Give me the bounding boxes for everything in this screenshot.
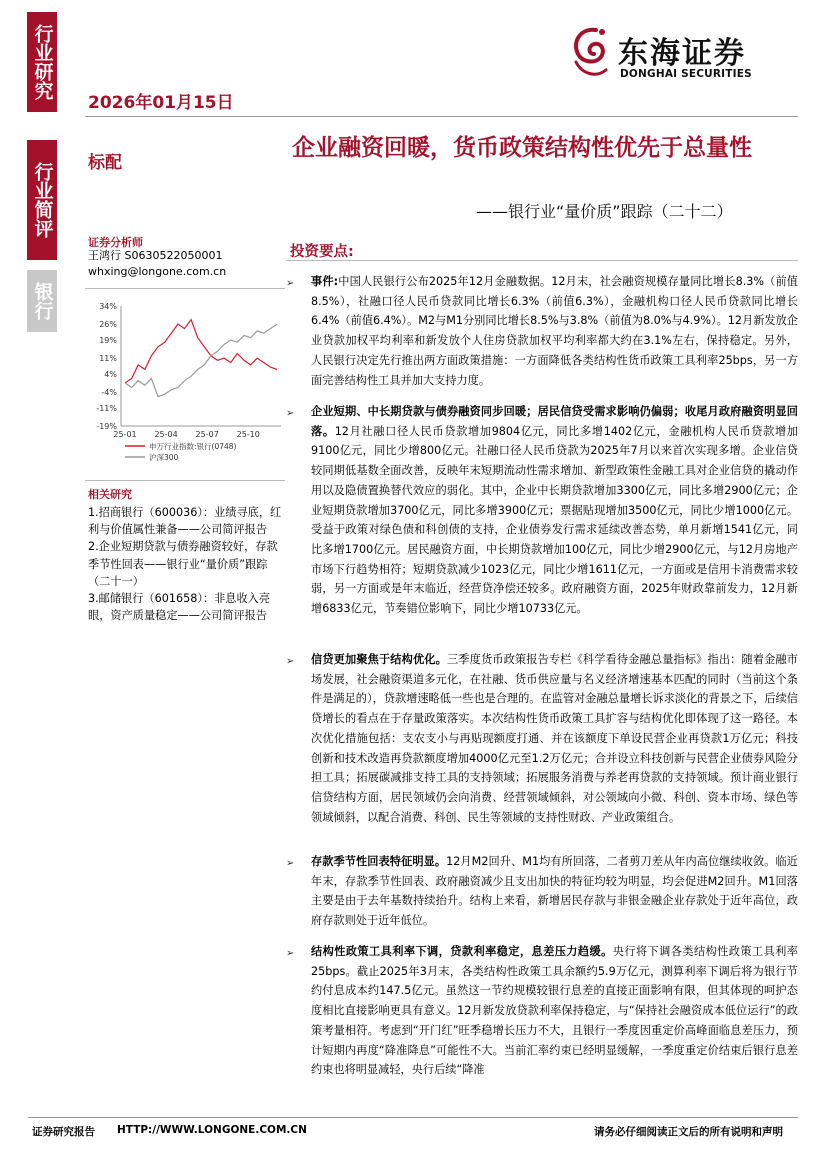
performance-chart-svg [85,296,285,476]
logo-cn-text: 东海证券 [618,36,746,71]
bullet-arrow-icon: ➢ [286,278,295,289]
tab-bank-label: 银行 [31,282,54,320]
analyst-divider [85,288,285,289]
point-lead: 事件: [311,275,339,288]
y-tick-label: -4% [101,388,117,398]
x-tick-label: 25-04 [154,430,178,439]
x-tick-label: 25-07 [195,430,219,439]
tab-industry-research [27,12,57,112]
logo-en-text: DONGHAI SECURITIES [620,68,752,80]
report-subtitle: ——银行业“量价质”跟踪（二十二） [476,202,733,221]
point-text: 12月社融口径人民币贷款增加9804亿元，同比多增1402亿元，金融机构人民币贷款增加9100亿元，同比少增800亿元。社融口径人民币贷款为2025年7月以来首次实现多增。企业信贷较同期低基数全面改善，反映年末短期流动性需求增加、新型政策性金融工具对企业信贷的撬动作用以及隐债置换替代效应的弱化。其中，企业中长期贷款增加3300亿元，同比多增2900亿元；企业短期贷款增加3700亿元，同比多增3900亿元；票据贴现增加3500亿元，同比少增1000亿元。受益于政策对绿色债和科创债的支持，企业债券发行需求延续改善态势，单月新增1541亿元，同比多增1700亿元。居民融资方面，中长期贷款增加100亿元，同比少增2900亿元，与12月房地产市场下行趋势相符；短期贷款减少1023亿元，同比少增1611亿元，一方面或是信用卡消费需求较弱，另一方面或是年末临近，经营贷净偿还较多。政府融资方面，2025年财政靠前发力，12月新增6833亿元，节奏错位影响下，同比少增10733亿元。 [311,424,798,616]
y-tick-label: 34% [99,302,117,311]
point-lead: 信贷更加聚焦于结构优化。 [311,653,447,666]
y-tick-label: 19% [99,335,117,345]
section-heading: 投资要点: [290,244,354,260]
legend-label: 沪深300 [149,453,179,462]
chart-divider [85,480,285,481]
point-credit [286,402,798,619]
related-item[interactable]: 1.招商银行（600036）：业绩寻底，红利与价值属性兼备——公司简评报告 [88,506,282,537]
dragon-logo-icon [566,24,616,84]
point-deposit [286,852,798,931]
y-tick-label: -11% [96,403,117,413]
industry-rating: 标配 [88,153,122,173]
analyst-heading: 证券分析师 [88,236,143,249]
point-structure [286,650,798,827]
point-text: 中国人民银行公布2025年12月金融数据。12月末，社会融资规模存量同比增长8.3%（前值8.5%），社融口径人民币贷款同比增长6.3%（前值6.3%），金融机构口径人民币贷款同比增长6.4%（前值6.4%）。M2与M1分别同比增长8.5%与3.8%（前值为8.0%与4.9%）。12月新发放企业贷款加权平均利率和新发放个人住房贷款加权平均利率都大约在3.1%左右，保持稳定。另外，人民银行决定先行推出两方面政策措施：一方面降低各类结构性货币政策工具利率25bps，另一方面完善结构性工具并加大支持力度。 [311,275,798,387]
tab-bank [27,270,57,332]
company-logo [566,22,802,86]
header-divider [85,116,798,117]
x-tick-label: 25-01 [113,430,137,439]
bullet-arrow-icon: ➢ [286,858,295,869]
y-tick-label: 26% [99,320,117,330]
series-line-1 [125,320,277,383]
bullet-arrow-icon: ➢ [286,656,295,667]
x-tick-label: 25-10 [236,430,260,439]
footer-divider [28,1117,798,1118]
related-item[interactable]: 2.企业短期贷款与债券融资较好，存款季节性回表——银行业“量价质”跟踪（二十一） [88,540,278,588]
related-heading: 相关研究 [88,488,132,501]
y-tick-label: 4% [104,369,117,379]
analyst-email[interactable]: whxing@longone.com.cn [88,265,227,278]
point-rate [286,942,798,1102]
tab-industry-review [27,140,57,260]
tab-industry-research-label: 行业研究 [31,24,54,100]
report-date: 2026年01月15日 [88,93,234,113]
footer-label: 证券研究报告 [32,1126,95,1138]
tab-industry-review-label: 行业简评 [31,162,54,238]
section-divider [286,260,798,261]
point-event [286,272,798,390]
report-title: 企业融资回暖，货币政策结构性优先于总量性 [292,135,752,161]
point-lead: 企业短期、中长期贷款与债券融资同步回暖；居民信贷受需求影响仍偏弱；收尾月政府融资明显回落。 [311,405,798,438]
point-lead: 存款季节性回表特征明显。 [311,855,447,868]
legend-label: 申万行业指数:银行(0748) [149,442,237,451]
related-item[interactable]: 3.邮储银行（601658）：非息收入亮眼，资产质量稳定——公司简评报告 [88,592,271,623]
footer-url[interactable]: HTTP://WWW.LONGONE.COM.CN [117,1124,307,1136]
point-text: 央行将下调各类结构性政策工具利率25bps。截止2025年3月末，各类结构性政策工具余额约5.9万亿元，测算利率下调后将为银行节约付息成本约147.5亿元。虽然这一节约规模较银行息差的直接正面影响有限，但其体现的呵护态度相比直接影响更具有意义。12月新发放贷款利率保持稳定，与“保持社会融资成本低位运行”的政策考量相符。考虑到“开门红”旺季稳增长压力不大，且银行一季度因重定价高峰面临息差压力，预计短期内再度“降准降息”可能性不大。当前汇率约束已经明显缓解，一季度重定价结束后银行息差约束也将明显减轻，央行后续“降准 [311,945,798,1077]
footer-disclaimer: 请务必仔细阅读正文后的所有说明和声明 [594,1126,783,1138]
point-text: 12月M2回升、M1均有所回落，二者剪刀差从年内高位继续收敛。临近年末，存款季节性回表、政府融资减少且支出加快的特征均较为明显，均会促进M2回升。M1回落主要是由于去年基数持续抬升。结构上来看，新增居民存款与非银金融企业存款处于近年高位，政府存款则处于近年低位。 [311,855,798,928]
analyst-name: 王鸿行 S0630522050001 [88,249,223,262]
bullet-arrow-icon: ➢ [286,408,295,419]
point-lead: 结构性政策工具利率下调，贷款利率稳定，息差压力趋缓。 [311,945,613,958]
related-list [88,504,286,624]
bullet-arrow-icon: ➢ [286,948,295,959]
point-text: 三季度货币政策报告专栏《科学看待金融总量指标》指出：随着金融市场发展，社会融资渠道多元化，在社融、货币供应量与名义经济增速基本匹配的同时（当前这个条件是满足的），贷款增速略低一些也是合理的。在监管对金融总量增长诉求淡化的背景之下，后续信贷增长的看点在于存量政策落实。本次结构性货币政策工具扩容与结构优化即体现了这一路径。本次优化措施包括：支农支小与再贴现额度打通、并在该额度下单设民营企业再贷款1万亿元；科技创新和技术改造再贷款额度增加4000亿元至1.2万亿元；合并设立科技创新与民营企业债券风险分担工具；拓展碳减排支持工具的支持领域；拓展服务消费与养老再贷款的支持领域。预计商业银行信贷结构方面，居民领域仍会向消费、经营领域倾斜，对公领域向小微、科创、资本市场、绿色等领域倾斜，以配合消费、科创、民生等领域的支持性财政、产业政策组合。 [311,653,798,824]
y-tick-label: 11% [99,354,117,364]
performance-chart [85,296,285,476]
y-tick-label: -19% [96,422,117,431]
